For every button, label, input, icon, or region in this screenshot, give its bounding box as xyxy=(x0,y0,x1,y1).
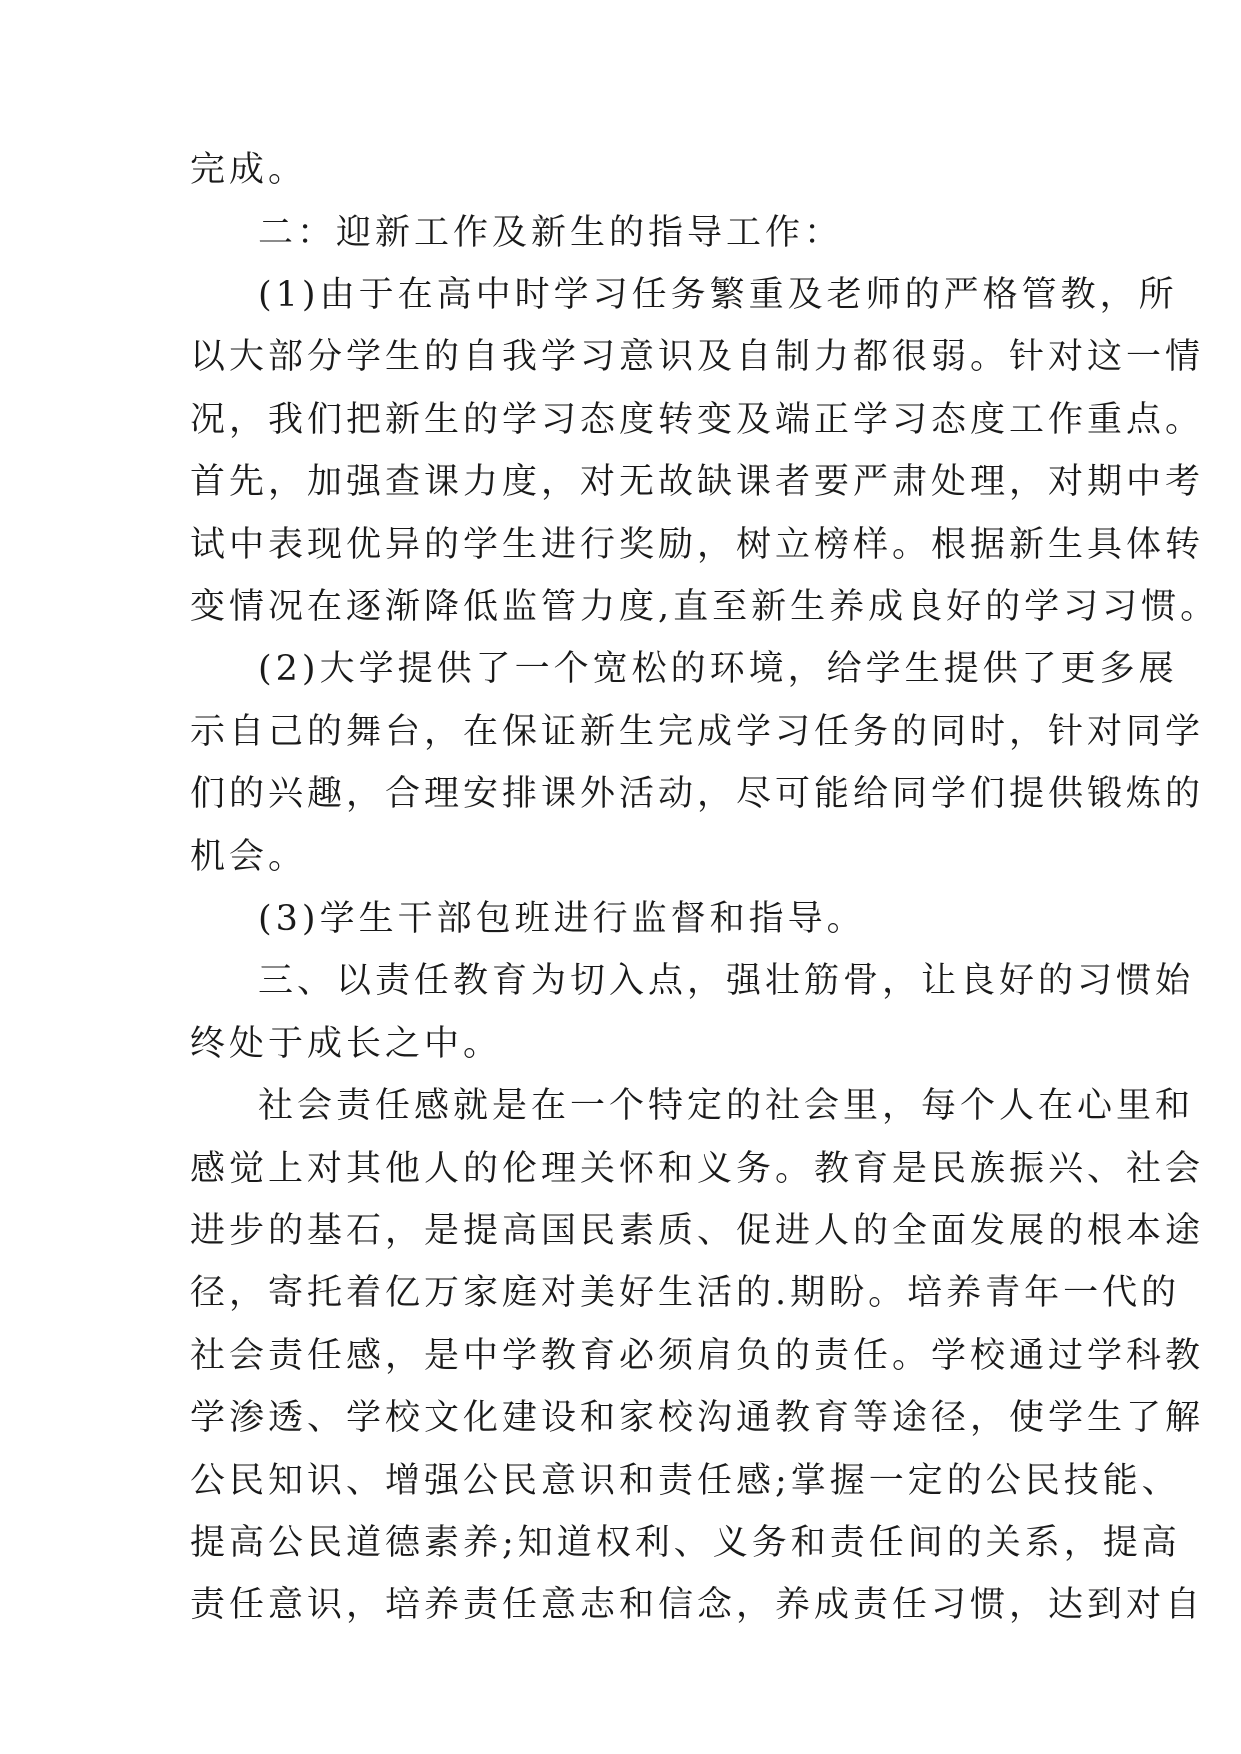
text-line: 径，寄托着亿万家庭对美好生活的.期盼。培养青年一代的 xyxy=(190,1273,1181,1313)
text-line: 首先，加强查课力度，对无故缺课者要严肃处理，对期中考 xyxy=(190,462,1205,502)
text-line: 况，我们把新生的学习态度转变及端正学习态度工作重点。 xyxy=(190,400,1205,440)
text-line: 进步的基石，是提高国民素质、促进人的全面发展的根本途 xyxy=(190,1211,1205,1251)
section-heading: 三、以责任教育为切入点，强壮筋骨，让良好的习惯始 xyxy=(258,961,1195,1001)
text-line: 以大部分学生的自我学习意识及自制力都很弱。针对这一情 xyxy=(190,337,1205,377)
text-line: 机会。 xyxy=(190,837,308,877)
text-line: 们的兴趣，合理安排课外活动，尽可能给同学们提供锻炼的 xyxy=(190,774,1205,814)
section-heading: 二：迎新工作及新生的指导工作： xyxy=(258,213,844,253)
text-line: (1)由于在高中时学习任务繁重及老师的严格管教，所 xyxy=(258,275,1178,315)
text-line: (2)大学提供了一个宽松的环境，给学生提供了更多展 xyxy=(258,649,1178,689)
text-line: 终处于成长之中。 xyxy=(190,1024,503,1064)
text-line: 完成。 xyxy=(190,150,308,190)
text-line: 社会责任感就是在一个特定的社会里，每个人在心里和 xyxy=(258,1086,1195,1126)
text-line: 学渗透、学校文化建设和家校沟通教育等途径，使学生了解 xyxy=(190,1398,1205,1438)
text-line: 示自己的舞台，在保证新生完成学习任务的同时，针对同学 xyxy=(190,712,1205,752)
text-line: 提高公民道德素养;知道权利、义务和责任间的关系，提高 xyxy=(190,1523,1181,1563)
text-line: (3)学生干部包班进行监督和指导。 xyxy=(258,899,866,939)
text-line: 社会责任感，是中学教育必须肩负的责任。学校通过学科教 xyxy=(190,1336,1205,1376)
text-line: 变情况在逐渐降低监管力度,直至新生养成良好的学习习惯。 xyxy=(190,587,1220,627)
text-line: 感觉上对其他人的伦理关怀和义务。教育是民族振兴、社会 xyxy=(190,1149,1205,1189)
text-line: 试中表现优异的学生进行奖励，树立榜样。根据新生具体转 xyxy=(190,525,1205,565)
text-line: 公民知识、增强公民意识和责任感;掌握一定的公民技能、 xyxy=(190,1461,1181,1501)
text-line: 责任意识，培养责任意志和信念，养成责任习惯，达到对自 xyxy=(190,1585,1205,1625)
